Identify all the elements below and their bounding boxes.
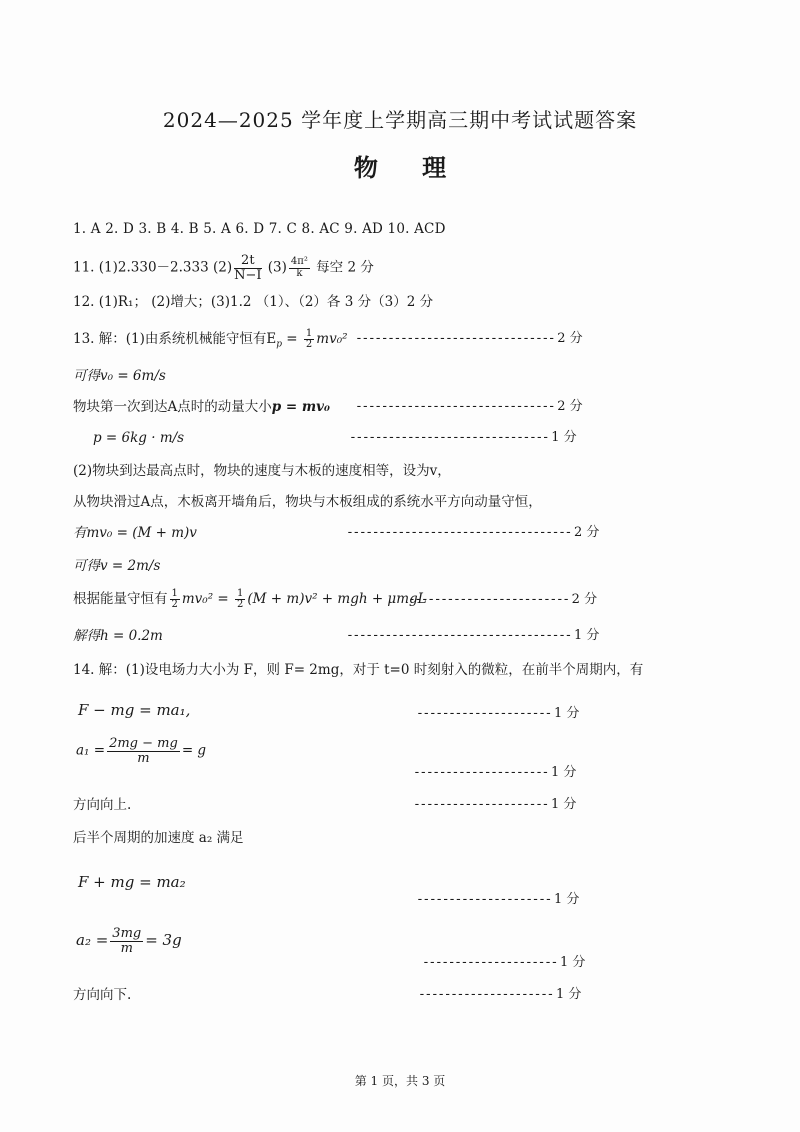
q14-line-7: a₂ = $\frac{3mg}{m}$ = 3g (76, 926, 182, 956)
q13-score-10: ----------------------------------- 1 分 (346, 628, 600, 643)
q13-line-3: 物块第一次到达A点时的动量大小p = mv₀ (73, 399, 330, 415)
q14-a2-fraction: $\frac{3mg}{m}$ (112, 926, 142, 956)
answers-q1-10: 1. A 2. D 3. B 4. B 5. A 6. D 7. C 8. AC 9. AD 10. ACD (73, 221, 446, 237)
q14-score-7: --------------------- 1 分 (422, 955, 586, 970)
subject-heading: 物 理 (353, 153, 465, 182)
q13-score-4: ------------------------------- 1 分 (349, 430, 577, 445)
q13-half-fraction: $\frac{1}{2}$ (305, 327, 313, 350)
q11-fraction-4pi: $\frac{\text{4π²}}{k}$ (290, 256, 308, 279)
q13-half-b: $\frac{1}{2}$ (237, 587, 244, 610)
document-title: 2024—2025 学年度上学期高三期中考试试题答案 (162, 108, 638, 132)
q13-score-1: ------------------------------- 2 分 (355, 331, 583, 346)
q13-line-6: 从物块滑过A点，木板离开墙角后，物块与木板组成的系统水平方向动量守恒， (73, 494, 542, 510)
q13-line-2: 可得v₀ = 6m/s (73, 368, 166, 384)
q14-line-4: 方向向上. (73, 797, 132, 813)
q14-line-1: 14. 解：(1)设电场力大小为 F，则 F= 2mg，对于 t=0 时刻射入的微粒，在前半个周期内，有 (73, 662, 644, 678)
q14-line-2: F − mg = ma₁, (78, 701, 191, 719)
q14-score-3: --------------------- 1 分 (413, 765, 577, 780)
q14-score-6: --------------------- 1 分 (416, 892, 580, 907)
q14-line-6: F + mg = ma₂ (78, 873, 186, 891)
q11-fraction-2t: $\frac{2t}{N-I}$ (234, 253, 262, 283)
q14-line-5: 后半个周期的加速度 a₂ 满足 (73, 830, 244, 846)
q13-line-5: (2)物块到达最高点时，物块的速度与木板的速度相等，设为v， (73, 463, 451, 479)
q14-score-8: --------------------- 1 分 (418, 987, 582, 1002)
q14-a1-fraction: $\frac{2mg - mg}{m}$ (109, 736, 178, 766)
q13-line-1: 13. 解：(1)由系统机械能守恒有$E_p$ = $\frac{1}{2}$ mv₀² (73, 327, 348, 350)
q14-line-8: 方向向下. (73, 987, 132, 1003)
q14-score-4: --------------------- 1 分 (413, 797, 577, 812)
answer-q12: 12. (1)R₁； (2)增大；(3)1.2 （1）、（2）各 3 分（3）2 分 (73, 294, 434, 310)
q13-line-7: 有mv₀ = (M + m)v (73, 525, 197, 541)
q13-line-10: 解得h = 0.2m (73, 628, 163, 644)
q13-score-7: ----------------------------------- 2 分 (346, 525, 600, 540)
q13-score-3: ------------------------------- 2 分 (355, 399, 583, 414)
q11-part1: 11. (1)2.330－2.333 (2) (73, 259, 233, 276)
q13-line-8: 可得v = 2m/s (73, 558, 161, 574)
answer-q11 (73, 254, 374, 282)
q11-part3: (3) (263, 259, 287, 276)
q13-line-4: p = 6kg · m/s (93, 430, 185, 446)
q13-score-9: ------------------------- 2 分 (408, 592, 598, 607)
page-footer: 第 1 页，共 3 页 (354, 1074, 446, 1088)
q14-line-3: a₁ = $\frac{2mg - mg}{m}$ = g (76, 736, 207, 766)
q13-line-9: 根据能量守恒有 $\frac{1}{2}$ mv₀² = $\frac{1}{2}$ (M + m)v² + mgh + μmgL (73, 587, 427, 610)
q13-half-a: $\frac{1}{2}$ (171, 587, 178, 610)
q11-note: 每空 2 分 (311, 259, 374, 276)
q14-score-2: --------------------- 1 分 (416, 706, 580, 721)
